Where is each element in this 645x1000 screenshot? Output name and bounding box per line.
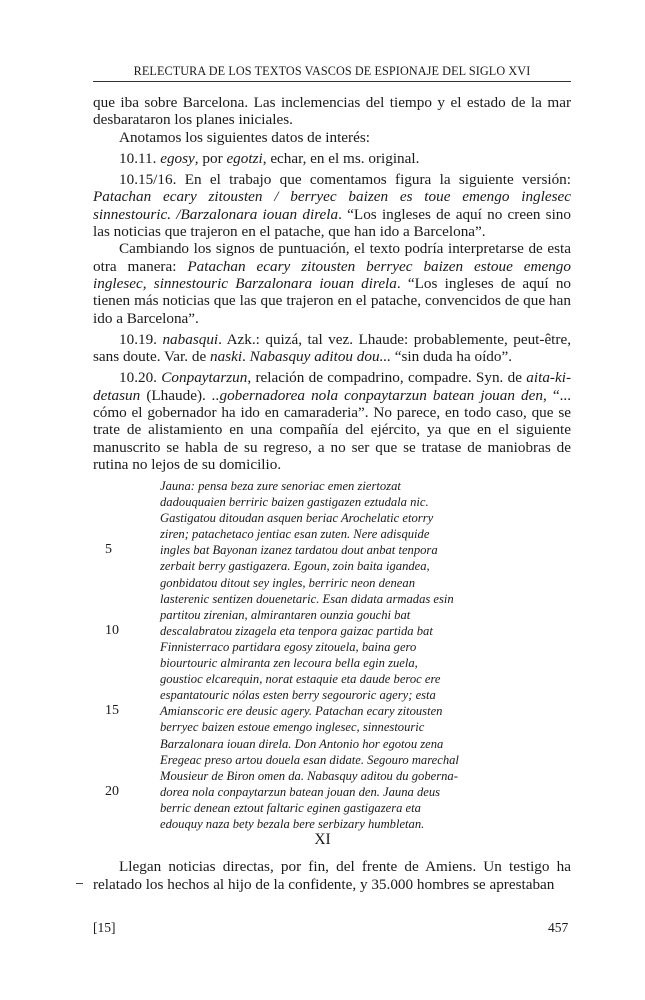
line-text: Jauna: pensa beza zure senoriac emen ziertozat <box>160 479 401 493</box>
text-run: . Azk.: quizá, tal vez. Lhaude: probablemente, peut-être, sans doute. Var. de <box>93 330 571 366</box>
paragraph <box>93 369 571 473</box>
manuscript-line <box>97 687 477 703</box>
line-number: 5 <box>105 542 112 558</box>
line-text: ingles bat Bayonan izanez tardatou dout anbat tenpora <box>160 543 438 558</box>
text-run: . “Los ingleses de aquí no creen sino las noticias que trajeron en el patache, que han ido a Barcelona”. <box>93 205 571 241</box>
manuscript-line <box>97 703 477 719</box>
italic-term: naski <box>209 348 243 366</box>
paragraph <box>93 171 571 240</box>
manuscript-line <box>97 542 477 558</box>
line-text: Finnisterraco partidara egosy zitouela, baina gero <box>160 639 417 654</box>
paragraph <box>93 331 571 366</box>
text-run: , echar, en el ms. original. <box>262 149 420 167</box>
manuscript-line <box>97 494 477 510</box>
manuscript-line <box>97 800 477 816</box>
manuscript-line <box>97 526 477 542</box>
line-number: 15 <box>105 703 119 719</box>
text-run: 10.15/16. En el trabajo que comentamos figura la siguiente versión: <box>119 171 571 189</box>
line-text: ziren; patachetaco jentiac esan zuten. Nere adisquide <box>160 527 430 542</box>
body-text <box>93 94 571 473</box>
line-text: Barzalonara iouan direla. Don Antonio hor egotou zena <box>160 736 444 751</box>
line-number: 20 <box>105 783 119 799</box>
manuscript-line <box>97 623 477 639</box>
manuscript-line <box>97 575 477 591</box>
paragraph <box>93 240 571 326</box>
italic-term: nabasqui <box>162 330 219 348</box>
line-text: Mousieur de Biron omen da. Nabasquy aditou du goberna- <box>160 768 458 783</box>
manuscript-line <box>97 478 477 494</box>
manuscript-line <box>97 736 477 752</box>
manuscript-line <box>97 591 477 607</box>
line-text: zerbait berry gastigazera. Egoun, zoin baita igandea, <box>160 559 430 574</box>
text-run: 10.11. <box>119 149 161 167</box>
line-text: berryec baizen estoue emengo inglesec, sinnestouric <box>160 720 425 735</box>
line-text: espantatouric nólas esten berry segouroric agery; esta <box>160 688 436 703</box>
italic-term: egosy <box>160 149 195 167</box>
line-text: lasterenic sentizen douenetaric. Esan didata armadas esin <box>160 591 454 606</box>
manuscript-line <box>97 510 477 526</box>
line-text: goustioc elcarequin, norat estaquie eta daude beroc ere <box>160 672 441 687</box>
line-text: dorea nola conpaytarzun batean jouan den. Jauna deus <box>160 784 441 799</box>
paragraph <box>93 150 571 167</box>
manuscript-line <box>97 639 477 655</box>
line-text: berric denean eztout faltaric eginen gastigazera eta <box>160 800 421 815</box>
manuscript-line <box>97 671 477 687</box>
manuscript-line <box>97 607 477 623</box>
italic-term: aita-ki-detasun <box>93 369 571 404</box>
transcribed-manuscript <box>97 478 477 832</box>
text-run: Cambiando los signos de puntuación, el texto podría interpretarse de esta otra manera: <box>93 240 571 275</box>
text-run: (Lhaude). <box>140 386 212 404</box>
manuscript-line <box>97 816 477 832</box>
page-number: 457 <box>548 920 569 935</box>
italic-quote: Patachan ecary zitousten / berryec baizen es toue emengo inglesec sinnestouric. /Barzalonara iouan direla <box>93 188 571 223</box>
line-text: gonbidatou ditout sey ingles, berriric neon denean <box>160 575 415 590</box>
text-run: 10.19. <box>119 330 163 348</box>
line-text: dadouquaien berriric baizen gastigazen eztudala nic. <box>160 495 429 510</box>
text-run: , “... cómo el gobernador ha ido en camaraderia”. No parece, en todo caso, que se trate de alistamiento en una compañía del ejército, ya que en el siguiente manuscrito se habla de su regreso, a no ser que se tratase de maniobras de rutina no lejos de su domicilio. <box>93 386 572 473</box>
manuscript-line <box>97 768 477 784</box>
text-run: . <box>242 348 250 366</box>
paragraph: Llegan noticias directas, por fin, del frente de Amiens. Un testigo ha relatado los hechos al hijo de la confidente, y 35.000 hombres se aprestaban <box>93 858 571 893</box>
margin-mark <box>76 883 83 884</box>
manuscript-line <box>97 719 477 735</box>
text-run: , relación de compadrino, compadre. Syn. de <box>247 369 527 387</box>
paragraph: que iba sobre Barcelona. Las inclemencias del tiempo y el estado de la mar desbarataron los planes iniciales. <box>93 94 571 129</box>
italic-quote: ..gobernadorea nola conpaytarzun batean jouan den <box>211 386 543 404</box>
text-run: 10.20. <box>119 369 162 387</box>
line-text: partitou zirenian, almirantaren ounzia gouchi bat <box>160 607 411 622</box>
italic-quote: Patachan ecary zitousten berryec baizen estoue emengo inglesec, sinnestouric Barzalonara iouan direla <box>93 257 571 292</box>
line-text: edouquy naza bety bezala bere serbizary humbletan. <box>160 816 425 831</box>
text-run: . “Los ingleses de aquí no tienen más noticias que las que trajeron en el patache, convencidos de que han ido a Barcelona”. <box>93 274 572 327</box>
line-text: Amianscoric ere deusic agery. Patachan ecary zitousten <box>160 704 443 719</box>
line-number: 10 <box>105 622 119 638</box>
section-heading: XI <box>314 831 331 848</box>
line-text: biourtouric almiranta zen lecoura bella egin zuela, <box>160 656 418 671</box>
header-rule <box>93 81 571 82</box>
manuscript-line <box>97 784 477 800</box>
line-text: Eregeac preso artou douela esan didate. Segouro marechal <box>160 752 459 767</box>
italic-term: egotzi <box>226 149 263 167</box>
manuscript-line <box>97 558 477 574</box>
folio-number: [15] <box>93 920 116 935</box>
manuscript-line <box>97 655 477 671</box>
italic-quote: Nabasquy aditou dou... <box>249 348 391 366</box>
manuscript-line <box>97 752 477 768</box>
running-head: RELECTURA DE LOS TEXTOS VASCOS DE ESPIONAJE DEL SIGLO XVI <box>133 64 531 78</box>
paragraph: Anotamos los siguientes datos de interés: <box>119 128 370 146</box>
line-text: Gastigatou ditoudan asquen beriac Arochelatic etorry <box>160 511 434 526</box>
italic-term: Conpaytarzun <box>161 369 248 387</box>
line-text: descalabratou zizagela eta tenpora gaizac partida bat <box>160 623 433 638</box>
text-run: , por <box>194 149 227 167</box>
text-run: “sin duda ha oído”. <box>390 348 513 366</box>
